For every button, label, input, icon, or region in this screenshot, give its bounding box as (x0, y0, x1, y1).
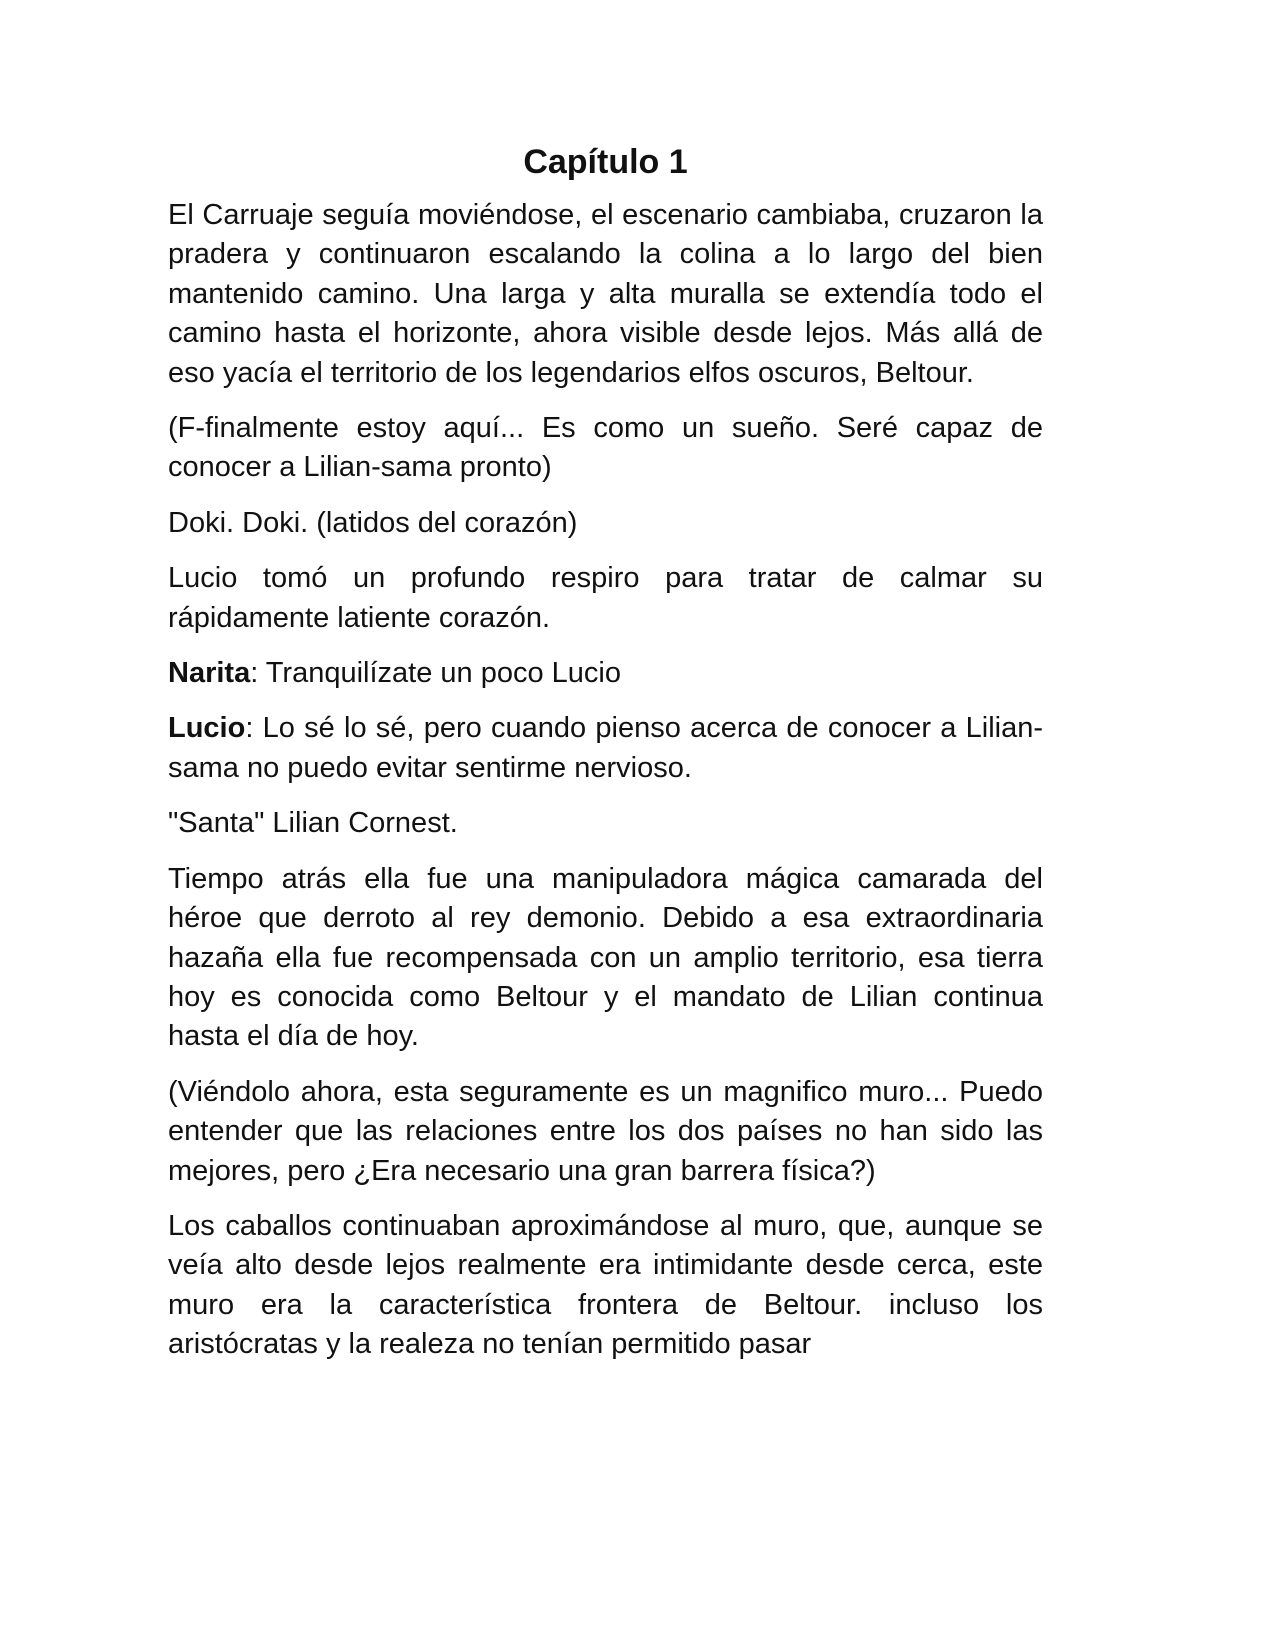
dialogue-text: : Tranquilízate un poco Lucio (250, 657, 622, 690)
paragraph-8: Tiempo atrás ella fue una manipuladora mágica camarada del héroe que derroto al rey demonio. Debido a esa extraordinaria hazaña ella fue recompensada con un amplio territorio, esa tierra hoy es conocida como Beltour y el mandato de Lilian continua hasta el día de hoy. (168, 862, 1043, 1053)
chapter-title: Capítulo 1 (523, 143, 688, 181)
speaker-name: Narita (168, 657, 251, 690)
paragraph-4: Lucio tomó un profundo respiro para tratar de calmar su rápidamente latiente corazón. (168, 562, 1043, 634)
paragraph-3: Doki. Doki. (latidos del corazón) (168, 506, 578, 539)
paragraph-7: "Santa" Lilian Cornest. (168, 807, 458, 840)
paragraph-10: Los caballos continuaban aproximándose al muro, que, aunque se veía alto desde lejos realmente era intimidante desde cerca, este muro era la característica frontera de Beltour. incluso los aristócratas y la realeza no tenían permitido pasar (168, 1209, 1043, 1361)
paragraph-9: (Viéndolo ahora, esta seguramente es un magnifico muro... Puedo entender que las relaciones entre los dos países no han sido las mejores, pero ¿Era necesario una gran barrera física?) (168, 1075, 1043, 1187)
paragraph-1: El Carruaje seguía moviéndose, el escenario cambiaba, cruzaron la pradera y continuaron escalando la colina a lo largo del bien mantenido camino. Una larga y alta muralla se extendía todo el camino hasta el horizonte, ahora visible desde lejos. Más allá de eso yacía el territorio de los legendarios elfos oscuros, Beltour. (168, 199, 1043, 389)
speaker-name: Lucio (168, 712, 246, 745)
dialogue-text: : Lo sé lo sé, pero cuando pienso acerca de conocer a Lilian-sama no puedo evitar sentirme nervioso. (168, 712, 1043, 784)
dialogue-lucio (168, 709, 1043, 788)
paragraph-2: (F-finalmente estoy aquí... Es como un sueño. Seré capaz de conocer a Lilian-sama pronto) (168, 412, 1043, 484)
document-page (168, 140, 1043, 1381)
dialogue-narita (168, 654, 1043, 693)
